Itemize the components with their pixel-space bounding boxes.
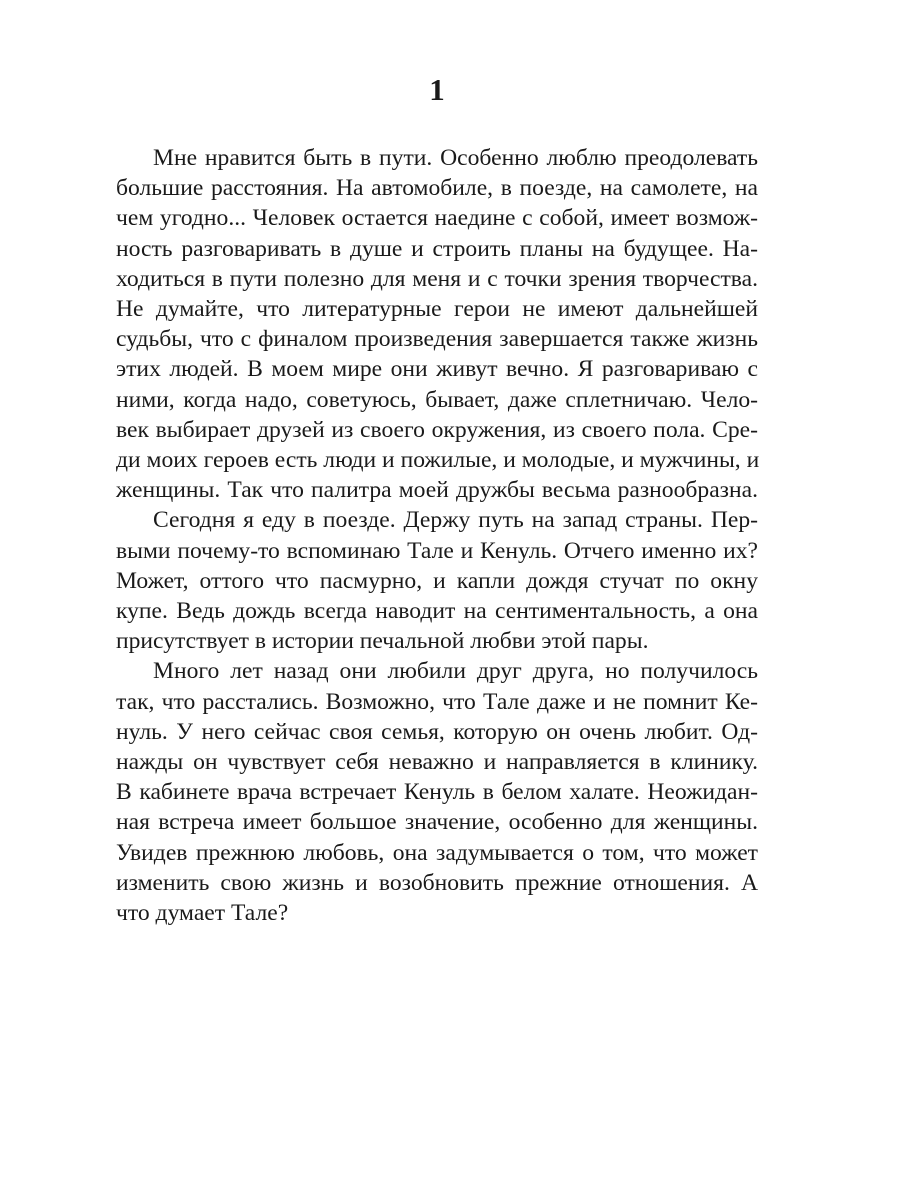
text-line: этих людей. В моем мире они живут вечно. Я разговариваю с <box>116 356 758 383</box>
text-line: Сегодня я еду в поезде. Держу путь на запад страны. Пер- <box>153 507 758 534</box>
text-line: большие расстояния. На автомобиле, в поезде, на самолете, на <box>116 175 758 202</box>
text-line: ная встреча имеет большое значение, особенно для женщины. <box>116 809 758 836</box>
chapter-number: 1 <box>429 72 445 107</box>
paragraph-3 <box>116 656 758 928</box>
text-line: Не думайте, что литературные герои не имеют дальнейшей <box>116 296 758 323</box>
text-line: Увидев прежнюю любовь, она задумывается о том, что может <box>116 839 758 866</box>
text-line: ними, когда надо, советуюсь, бывает, даже сплетничаю. Чело- <box>116 386 758 413</box>
text-line: что думает Тале? <box>116 900 289 927</box>
text-line: чем угодно... Человек остается наедине с собой, имеет возмож- <box>116 205 758 232</box>
text-line: ходиться в пути полезно для меня и с точки зрения творчества. <box>116 265 758 292</box>
text-line: ди моих героев есть люди и пожилые, и молодые, и мужчины, и <box>116 447 760 474</box>
paragraph-1 <box>116 143 758 505</box>
text-line: купе. Ведь дождь всегда наводит на сентиментальность, а она <box>116 598 758 625</box>
text-line: выми почему-то вспоминаю Тале и Кенуль. Отчего именно их? <box>116 537 758 564</box>
text-line: Мне нравится быть в пути. Особенно люблю преодолевать <box>153 145 758 171</box>
text-line: так, что расстались. Возможно, что Тале даже и не помнит Ке- <box>116 688 758 715</box>
text-line: В кабинете врача встречает Кенуль в белом халате. Неожидан- <box>116 779 758 806</box>
book-page <box>116 70 758 928</box>
text-line: присутствует в истории печальной любви этой пары. <box>116 628 649 655</box>
text-line: ность разговаривать в душе и строить планы на будущее. На- <box>116 235 758 262</box>
text-line: изменить свою жизнь и возобновить прежние отношения. А <box>116 869 758 896</box>
text-line: Много лет назад они любили друг друга, но получилось <box>153 658 758 685</box>
text-line: судьбы, что с финалом произведения завершается также жизнь <box>116 326 758 353</box>
text-line: век выбирает друзей из своего окружения, из своего пола. Сре- <box>116 416 758 443</box>
text-line: нажды он чувствует себя неважно и направляется в клинику. <box>116 749 758 776</box>
text-line: женщины. Так что палитра моей дружбы весьма разнообразна. <box>116 477 758 504</box>
paragraph-2 <box>116 505 758 656</box>
text-line: Может, оттого что пасмурно, и капли дождя стучат по окну <box>116 567 758 594</box>
text-line: нуль. У него сейчас своя семья, которую он очень любит. Од- <box>116 718 758 745</box>
